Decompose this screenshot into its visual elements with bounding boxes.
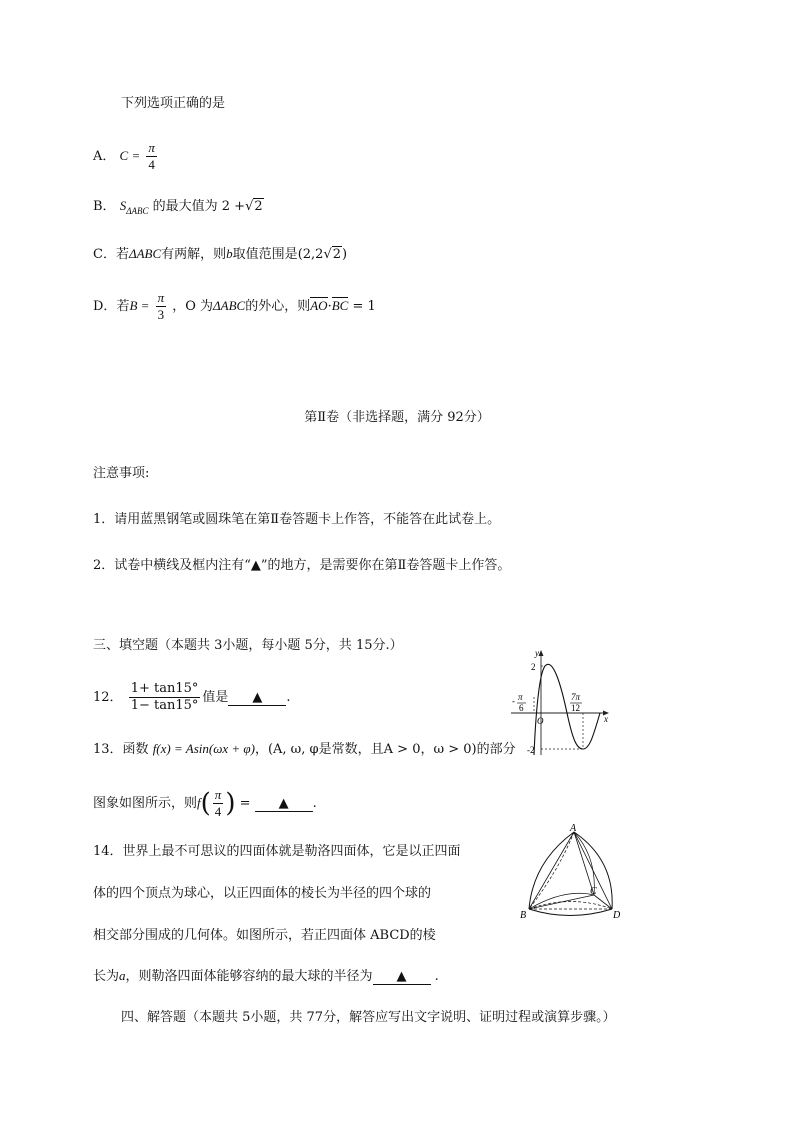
q14-answer-blank bbox=[373, 970, 431, 985]
vertex-b-label: B bbox=[520, 910, 527, 921]
option-b-value: 2 + bbox=[221, 199, 246, 214]
graph-left-denominator: 6 bbox=[519, 703, 524, 713]
note-1: 1．请用蓝黑钢笔或圆珠笔在第Ⅱ卷答题卡上作答，不能答在此试卷上。 bbox=[93, 512, 501, 527]
option-a bbox=[93, 140, 159, 173]
notes-heading: 注意事项: bbox=[93, 466, 150, 481]
option-b-label: B． bbox=[93, 199, 116, 214]
part2-title: 第Ⅱ卷（非选择题，满分 92分） bbox=[304, 410, 490, 425]
q13-arg-fraction bbox=[213, 787, 224, 820]
q14-line4-mid: ，则勒洛四面体能够容纳的最大球的半径为 bbox=[125, 969, 373, 984]
q13-answer-blank bbox=[255, 797, 313, 812]
graph-left-numerator: π bbox=[518, 692, 523, 702]
option-d-label: D． bbox=[93, 299, 117, 314]
option-d-fraction bbox=[156, 290, 167, 323]
vertex-c-label: C bbox=[590, 886, 597, 897]
option-d-pre: 若 bbox=[116, 299, 130, 314]
q13-function: f(x) = Asin(ωx + φ) bbox=[152, 741, 255, 756]
q13-equals: = bbox=[239, 796, 251, 811]
q12-numerator: 1+ tan15° bbox=[130, 681, 199, 696]
q12-answer-blank bbox=[228, 691, 286, 706]
option-d-triangle: ΔABC bbox=[213, 298, 246, 313]
graph-y-arrow-icon bbox=[539, 650, 544, 656]
option-d-vector-bc: BC bbox=[331, 298, 349, 313]
q13-f: f bbox=[197, 795, 201, 810]
option-a-numerator: π bbox=[148, 140, 155, 155]
graph-right-numerator: 7π bbox=[571, 692, 581, 702]
option-b: B． $S_{\Delta ABC}$ 的最大值为 2 +√2 bbox=[93, 198, 263, 216]
section-3-heading: 三、填空题（本题共 3小题，每小题 5分，共 15分.） bbox=[93, 638, 403, 653]
option-d-lhs: B = bbox=[129, 298, 150, 313]
option-c-label: C． bbox=[93, 247, 116, 262]
q14-line-4 bbox=[93, 966, 439, 987]
graph-ymin-label: -2 bbox=[527, 745, 535, 755]
question-12 bbox=[93, 680, 291, 716]
option-a-fraction bbox=[146, 140, 157, 173]
section-4-heading: 四、解答题（本题共 5小题，共 77分，解答应写出文字说明、证明过程或演算步骤。） bbox=[121, 1010, 616, 1025]
option-c-b: b bbox=[226, 246, 233, 261]
q12-end: . bbox=[286, 690, 291, 705]
graph-right-denominator: 12 bbox=[571, 703, 580, 713]
q14-line-2: 体的四个顶点为球心，以正四面体的棱长为半径的四个球的 bbox=[93, 886, 432, 901]
q14-end: . bbox=[434, 969, 439, 984]
option-c-range-end: ) bbox=[342, 247, 348, 262]
graph-left-sign: - bbox=[512, 696, 515, 706]
option-c-pre: 若 bbox=[115, 247, 129, 262]
option-d-equals: = 1 bbox=[352, 299, 376, 314]
q12-answer-mark: ▲ bbox=[252, 690, 263, 705]
q13-answer-mark: ▲ bbox=[278, 796, 289, 811]
q13-arg-numerator: π bbox=[214, 787, 222, 802]
option-c-triangle: ΔABC bbox=[128, 246, 162, 261]
option-c-sqrt: 2 bbox=[332, 247, 342, 262]
vertex-d-label: D bbox=[613, 910, 621, 921]
option-d-dot: · bbox=[327, 299, 332, 314]
option-d-mid: ，O 为 bbox=[172, 299, 214, 314]
option-c: C．若ΔABC有两解，则b取值范围是(2,2√2) bbox=[93, 246, 348, 262]
q14-line-1: 14．世界上最不可思议的四面体就是勒洛四面体，它是以正四面 bbox=[93, 844, 461, 859]
q12-fraction bbox=[129, 681, 201, 714]
option-d-mid2: 的外心，则 bbox=[245, 299, 311, 314]
q13-end: . bbox=[312, 796, 317, 811]
option-d bbox=[93, 290, 376, 323]
option-c-mid: 有两解，则 bbox=[161, 247, 227, 262]
option-d-numerator: π bbox=[157, 290, 165, 305]
question-13-line-2 bbox=[93, 784, 317, 823]
q13-paren-open: ( bbox=[200, 788, 211, 819]
option-d-vector-ao: AO bbox=[310, 298, 328, 313]
solid-arc-bottom bbox=[529, 909, 612, 916]
option-a-denominator: 4 bbox=[148, 157, 155, 172]
q13-arg-denominator: 4 bbox=[214, 804, 222, 819]
question-13 bbox=[93, 739, 516, 760]
q13-paren-close: ) bbox=[225, 788, 236, 819]
graph-y-label: y bbox=[535, 648, 539, 658]
q12-label: 12． bbox=[93, 690, 123, 705]
graph-ymax-label: 2 bbox=[531, 662, 536, 672]
reuleaux-tetrahedron-figure bbox=[515, 822, 630, 922]
option-b-subscript: ΔABC bbox=[126, 206, 149, 216]
question-intro: 下列选项正确的是 bbox=[121, 96, 226, 111]
q13-label: 13．函数 bbox=[93, 742, 149, 757]
vertex-a-label: A bbox=[570, 823, 577, 834]
option-b-text: 的最大值为 bbox=[152, 199, 218, 214]
option-d-denominator: 3 bbox=[157, 307, 165, 322]
q13-line2-pre: 图象如图所示，则 bbox=[93, 796, 198, 811]
q14-a: a bbox=[119, 968, 126, 983]
q14-line4-pre: 长为 bbox=[93, 969, 120, 984]
option-a-lhs: C = bbox=[119, 148, 141, 163]
edge-ab bbox=[529, 832, 574, 909]
graph-origin-label: O bbox=[537, 716, 544, 726]
graph-x-label: x bbox=[604, 714, 608, 724]
q14-line-3: 相交部分围成的几何体。如图所示，若正四面体 ABCD的棱 bbox=[93, 928, 436, 943]
option-a-label: A． bbox=[93, 149, 116, 164]
edge-cd bbox=[594, 895, 612, 909]
q12-text: 值是 bbox=[202, 690, 229, 705]
note-2: 2．试卷中横线及框内注有“▲”的地方，是需要你在第Ⅱ卷答题卡上作答。 bbox=[93, 558, 511, 573]
q14-answer-mark: ▲ bbox=[396, 969, 407, 984]
q13-condition: ，(A, ω, φ是常数，且A > 0，ω > 0)的部分 bbox=[254, 742, 516, 757]
option-b-area: S bbox=[119, 198, 127, 213]
option-b-sqrt: 2 bbox=[254, 199, 263, 214]
graph-sine-curve bbox=[534, 664, 600, 755]
option-c-range-start: (2,2 bbox=[297, 247, 324, 262]
q12-denominator: 1− tan15° bbox=[130, 698, 199, 713]
sine-graph-figure bbox=[505, 645, 615, 760]
option-c-mid2: 取值范围是 bbox=[232, 247, 298, 262]
